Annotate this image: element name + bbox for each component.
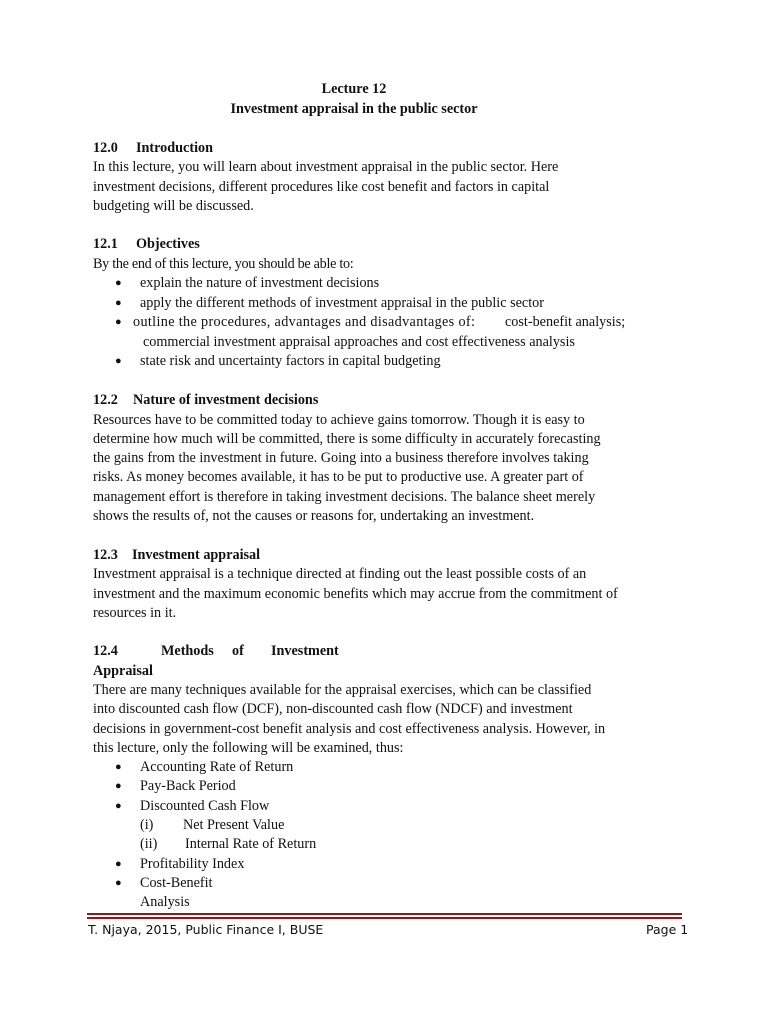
methods-line-2: into discounted cash flow (DCF), non-discounted cash flow (NDCF) and investment (93, 701, 573, 717)
bullet-icon: ● (115, 800, 122, 812)
method-item-continuation: Analysis (140, 894, 190, 910)
lecture-title: Investment appraisal in the public sector (230, 101, 478, 117)
appraisal-line-2: investment and the maximum economic benefits which may accrue from the commitment of (93, 586, 618, 602)
section-12-4-heading-word: of (232, 643, 244, 659)
nature-line-3: the gains from the investment in future. Going into a business therefore involves taking (93, 450, 589, 466)
bullet-icon: ● (115, 316, 122, 328)
nature-line-4: risks. As money becomes available, it has to be put to productive use. A greater part of (93, 469, 584, 485)
intro-line-2: investment decisions, different procedures like cost benefit and factors in capital (93, 179, 550, 195)
section-12-0-number: 12.0 (93, 140, 118, 156)
section-12-4-number: 12.4 (93, 643, 118, 659)
footer-rule (87, 917, 682, 919)
section-12-1-number: 12.1 (93, 236, 118, 252)
document-page: Lecture 12 Investment appraisal in the public sector 12.0 Introduction In this lecture, you will learn about investment appraisal in the public sector. Here investment decisions, different procedures like cost benefit and factors in capital budgeting will be discussed. 12.1 Objectives By the end of this lecture, you should be able to: ● explain the nature of investment decisions ● apply the different methods of investment appraisal in the public sector ● outline the procedures, advantages and disadvantages of: cost-benefit analysis; commercial investment appraisal approaches and cost effectiveness analysis ● state risk and uncertainty factors in capital budgeting 12.2 Nature of investment decisions Resources have to be committed today to achieve gains tomorrow. Though it is easy to determine how much will be committed, there is some difficulty in accurately forecasting the gains from the investment in future. Going into a business therefore involves taking risks. As money becomes available, it has to be put to productive use. A greater part of management effort is therefore in taking investment decisions. The balance sheet merely shows the results of, not the causes or reasons for, undertaking an investment. 12.3 Investment appraisal Investment appraisal is a technique directed at finding out the least possible costs of an investment and the maximum economic benefits which may accrue from the commitment of resources in it. 12.4 Methods of Investment Appraisal There are many techniques available for the appraisal exercises, which can be classified into discounted cash flow (DCF), non-discounted cash flow (NDCF) and investment decisions in government-cost benefit analysis and cost effectiveness analysis. However, in this lecture, only the following will be examined, thus: ● Accounting Rate of Return ● Pay-Back Period ● Discounted Cash Flow (i) Net Present Value (ii) Internal Rate of Return ● Profitability Index ● Cost-Benefit Analysis T. Njaya, 2015, Public Finance I, BUSE Page 1 (0, 0, 768, 1024)
objective-item-continuation: commercial investment appraisal approaches and cost effectiveness analysis (143, 334, 575, 350)
page-number: Page 1 (646, 922, 689, 937)
nature-line-6: shows the results of, not the causes or reasons for, undertaking an investment. (93, 508, 535, 524)
methods-line-3: decisions in government-cost benefit analysis and cost effectiveness analysis. However, in (93, 721, 606, 737)
intro-line-3: budgeting will be discussed. (93, 198, 254, 214)
section-12-4-heading-word: Methods (161, 643, 214, 659)
nature-line-5: management effort is therefore in taking investment decisions. The balance sheet merely (93, 489, 596, 505)
section-12-4-heading-cont: Appraisal (93, 663, 153, 679)
section-12-2-number: 12.2 (93, 392, 118, 408)
appraisal-line-3: resources in it. (93, 605, 177, 621)
sub-item-number: (ii) (140, 836, 158, 852)
objectives-intro: By the end of this lecture, you should be able to: (93, 256, 354, 272)
intro-line-1: In this lecture, you will learn about investment appraisal in the public sector. Here (93, 159, 559, 175)
objective-item-tail: cost-benefit analysis; (505, 314, 626, 330)
section-12-3-number: 12.3 (93, 547, 118, 563)
bullet-icon: ● (115, 355, 122, 367)
section-12-4-heading-word: Investment (271, 643, 339, 659)
nature-line-1: Resources have to be committed today to achieve gains tomorrow. Though it is easy to (93, 412, 585, 428)
bullet-icon: ● (115, 297, 122, 309)
sub-item-text: Internal Rate of Return (185, 836, 317, 852)
bullet-icon: ● (115, 780, 122, 792)
nature-line-2: determine how much will be committed, there is some difficulty in accurately forecasting (93, 431, 601, 447)
bullet-icon: ● (115, 761, 122, 773)
footer-citation: T. Njaya, 2015, Public Finance I, BUSE (88, 922, 324, 937)
methods-line-1: There are many techniques available for the appraisal exercises, which can be classified (93, 682, 592, 698)
section-12-2-heading: Nature of investment decisions (133, 392, 319, 408)
sub-item-text: Net Present Value (183, 817, 285, 833)
footer-rule (87, 913, 682, 915)
bullet-icon: ● (115, 277, 122, 289)
bullet-icon: ● (115, 858, 122, 870)
section-12-0-heading: Introduction (136, 140, 213, 156)
lecture-number: Lecture 12 (321, 81, 387, 97)
methods-line-4: this lecture, only the following will be examined, thus: (93, 740, 404, 756)
appraisal-line-1: Investment appraisal is a technique directed at finding out the least possible costs of an (93, 566, 587, 582)
sub-item-number: (i) (140, 817, 154, 833)
section-12-3-heading: Investment appraisal (132, 547, 261, 563)
section-12-1-heading: Objectives (136, 236, 200, 252)
bullet-icon: ● (115, 877, 122, 889)
